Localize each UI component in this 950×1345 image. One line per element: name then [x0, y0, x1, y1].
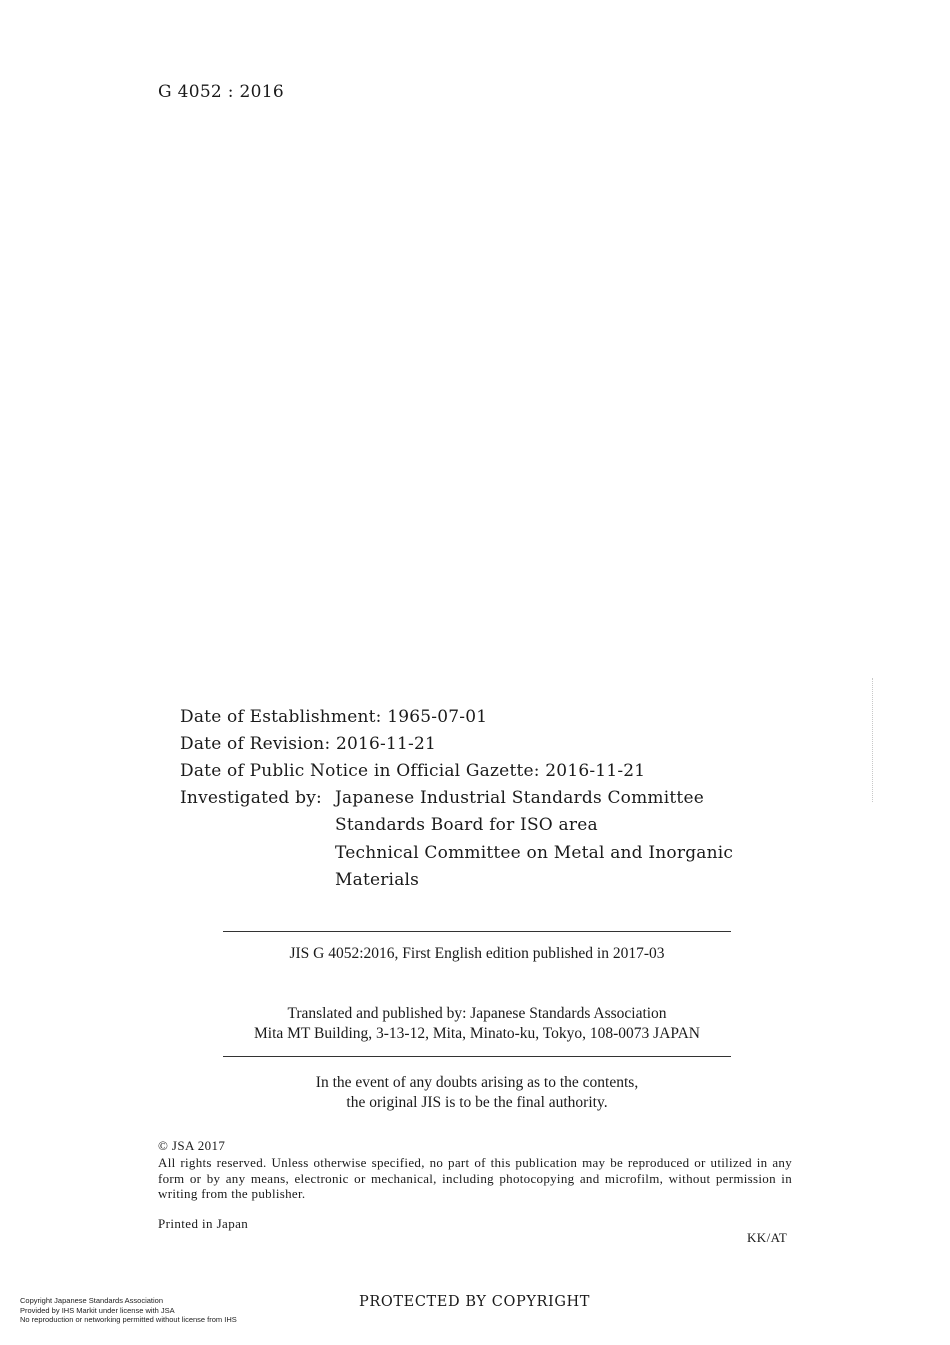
investigator-line: Japanese Industrial Standards Committee [335, 788, 704, 808]
investigated-by-label: Investigated by: [180, 788, 322, 808]
printed-in: Printed in Japan [158, 1216, 249, 1231]
investigator-line: Materials [335, 870, 420, 890]
date-of-establishment: Date of Establishment: 1965-07-01 [180, 707, 488, 727]
date-of-public-notice: Date of Public Notice in Official Gazette: 2016-11-21 [180, 761, 646, 781]
divider-bottom [223, 1056, 731, 1057]
margin-mark [872, 678, 874, 802]
edition-note: JIS G 4052:2016, First English edition published in 2017-03 [289, 945, 665, 962]
date-of-revision: Date of Revision: 2016-11-21 [180, 734, 436, 754]
footer-license-line: Provided by IHS Markit under license with JSA [20, 1305, 175, 1315]
publisher-address: Mita MT Building, 3-13-12, Mita, Minato-ku, Tokyo, 108-0073 JAPAN [254, 1025, 700, 1042]
publisher-line: Translated and published by: Japanese Standards Association [287, 1005, 667, 1022]
investigator-line: Standards Board for ISO area [335, 815, 598, 835]
copyright-mark: © JSA 2017 [158, 1138, 226, 1153]
document-codes: KK/AT [747, 1230, 788, 1245]
investigator-line: Technical Committee on Metal and Inorganic [335, 843, 734, 863]
document-code: G 4052 : 2016 [158, 82, 284, 102]
footer-license-line: Copyright Japanese Standards Association [20, 1296, 164, 1305]
rights-statement: All rights reserved. Unless otherwise specified, no part of this publication may be reproduced or utilized in any form or by any means, electronic or mechanical, including photocopying and microfilm, without permission in writing from the publisher. [158, 1155, 792, 1201]
footer-license-line: No reproduction or networking permitted without license from IHS [20, 1315, 237, 1324]
footer-license [20, 1296, 237, 1325]
authority-note-line: the original JIS is to be the final authority. [346, 1094, 608, 1111]
footer-protected: PROTECTED BY COPYRIGHT [359, 1294, 591, 1310]
authority-note-line: In the event of any doubts arising as to the contents, [315, 1074, 639, 1091]
divider-top [223, 931, 731, 932]
